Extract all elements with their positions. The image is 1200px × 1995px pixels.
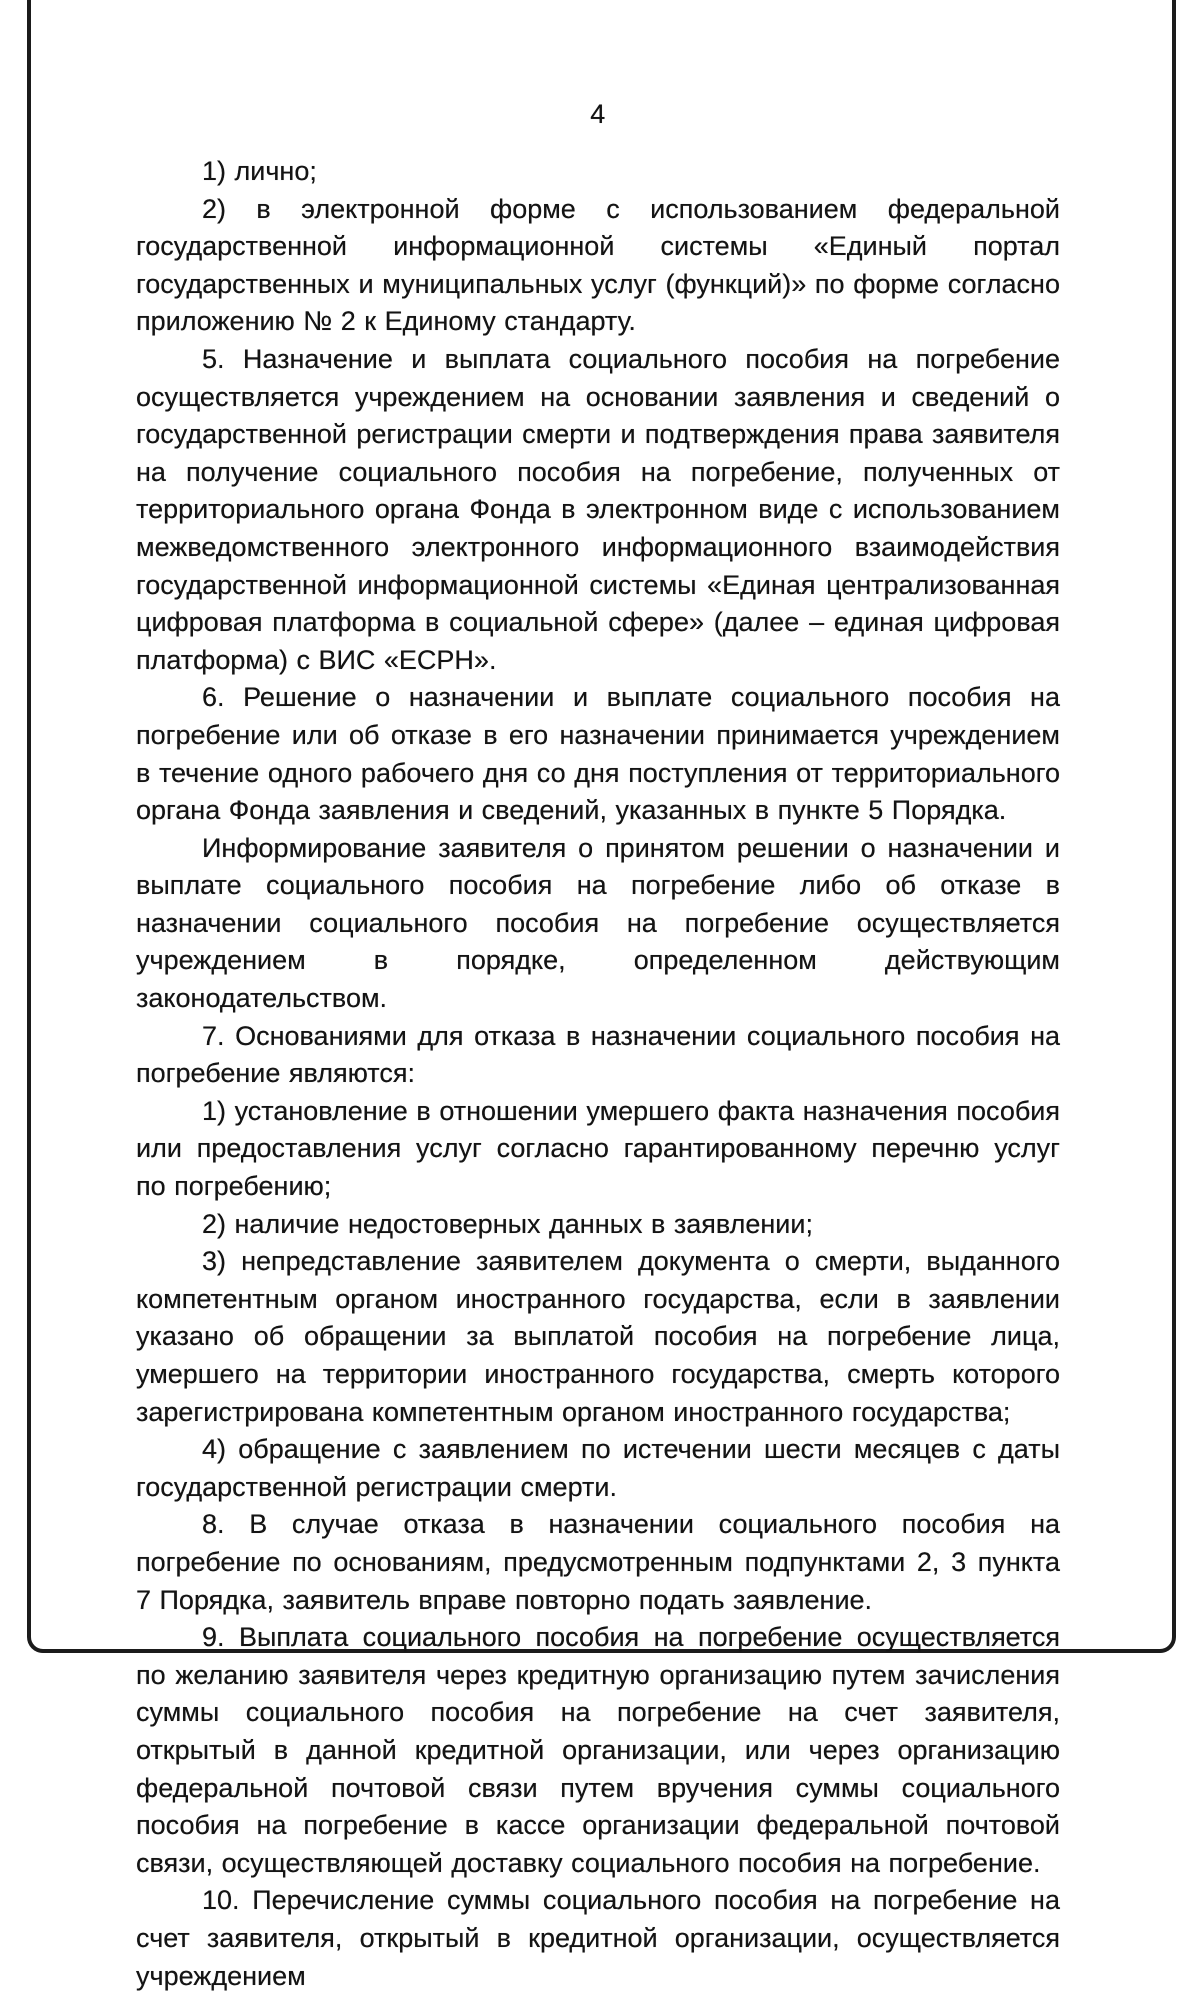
paragraph-point-9: 9. Выплата социального пособия на погребение осуществляется по желанию заявителя через кредитную организацию путем зачисления суммы социального пособия на погребение на счет заявителя, открытый в данной кредитной организации, или через организацию федеральной почтовой связи путем вручения суммы социального пособия на погребение в кассе организации федеральной почтовой связи, осуществляющей доставку социального пособия на погребение. — [136, 1622, 1060, 1878]
paragraph-point-5: 5. Назначение и выплата социального пособия на погребение осуществляется учреждением на основании заявления и сведений о государственной регистрации смерти и подтверждения права заявителя на получение социального пособия на погребение, полученных от территориального органа Фонда в электронном виде с использованием межведомственного электронного информационного взаимодействия государственной информационной системы «Единая централизованная цифровая платформа в социальной сфере» (далее – единая цифровая платформа) с ВИС «ЕСРН». — [136, 343, 1060, 675]
document-page — [136, 96, 1060, 1995]
paragraph-7-sub-1: 1) установление в отношении умершего факта назначения пособия или предоставления услуг согласно гарантированному перечню услуг по погребению; — [136, 1095, 1060, 1202]
paragraph-informing: Информирование заявителя о принятом решении о назначении и выплате социального пособия на погребение либо об отказе в назначении социального пособия на погребение осуществляется учреждением в порядке, определенном действующим законодательством. — [136, 832, 1060, 1014]
paragraph-point-8: 8. В случае отказа в назначении социального пособия на погребение по основаниям, предусмотренным подпунктами 2, 3 пункта 7 Порядка, заявитель вправе повторно подать заявление. — [136, 1509, 1060, 1615]
paragraph-point-6: 6. Решение о назначении и выплате социального пособия на погребение или об отказе в его назначении принимается учреждением в течение одного рабочего дня со дня поступления от территориального органа Фонда заявления и сведений, указанных в пункте 5 Порядка. — [136, 682, 1060, 826]
document-body — [136, 153, 1060, 1995]
paragraph-point-7: 7. Основаниями для отказа в назначении социального пособия на погребение являются: — [136, 1020, 1060, 1089]
paragraph-point-10: 10. Перечисление суммы социального пособия на погребение на счет заявителя, открытый в кредитной организации, осуществляется учреждением — [136, 1885, 1060, 1991]
paragraph-1-lichno: 1) лично; — [202, 156, 317, 186]
paragraph-2-electronic-form: 2) в электронной форме с использованием федеральной государственной информационной системы «Единый портал государственных и муниципальных услуг (функций)» по форме согласно приложению № 2 к Единому стандарту. — [136, 193, 1060, 337]
page-number: 4 — [590, 99, 606, 129]
paragraph-7-sub-2: 2) наличие недостоверных данных в заявлении; — [202, 1208, 813, 1239]
paragraph-7-sub-3: 3) непредставление заявителем документа о смерти, выданного компетентным органом иностранного государства, если в заявлении указано об обращении за выплатой пособия на погребение лица, умершего на территории иностранного государства, смерть которого зарегистрирована компетентным органом иностранного государства; — [136, 1246, 1060, 1427]
paragraph-7-sub-4: 4) обращение с заявлением по истечении шести месяцев с даты государственной регистрации смерти. — [136, 1434, 1060, 1502]
